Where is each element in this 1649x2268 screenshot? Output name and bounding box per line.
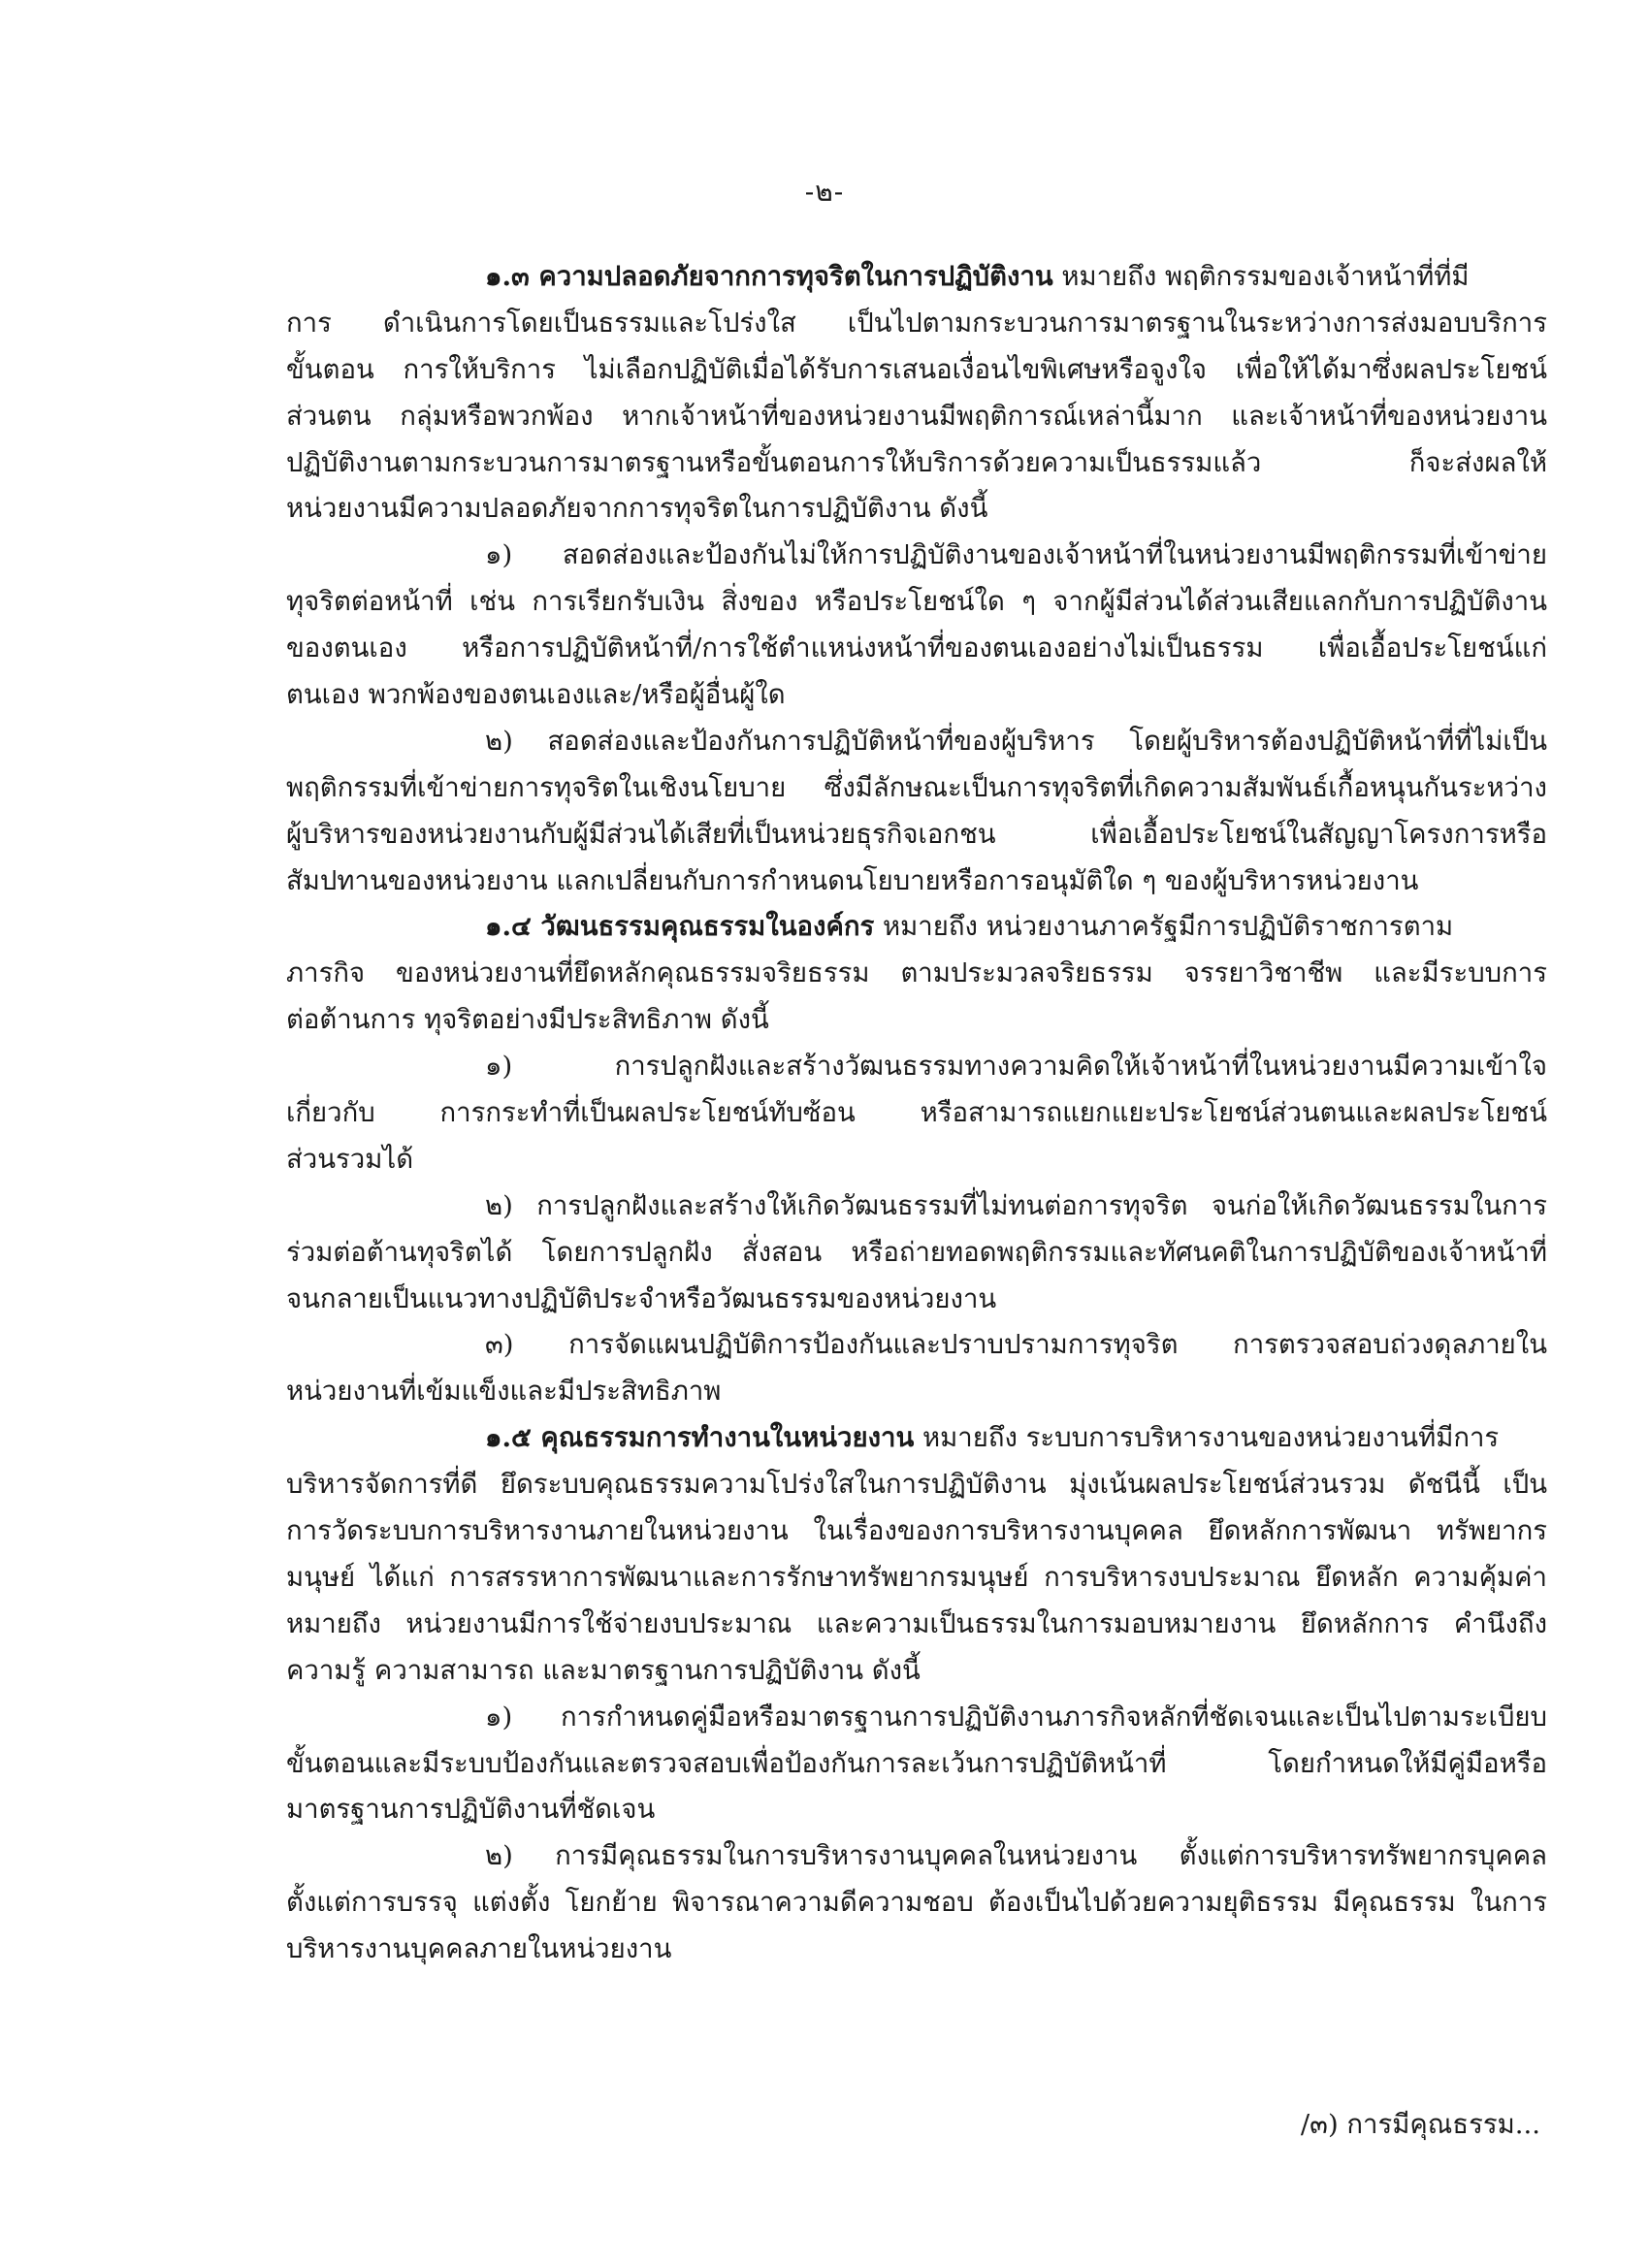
paragraph-line: ความรู้ ความสามารถ และมาตรฐานการปฏิบัติงาน ดังนี้ <box>286 1654 921 1686</box>
list-item-first-line: ๓) การจัดแผนปฏิบัติการป้องกันและปราบปรามการทุจริต การตรวจสอบถ่วงดุลภายใน <box>485 1329 1547 1361</box>
section-heading: ๑.๔ วัฒนธรรมคุณธรรมในองค์กร <box>485 911 875 943</box>
section-heading-line <box>286 904 1547 951</box>
list-item-first-line: ๒) การปลูกฝังและสร้างให้เกิดวัฒนธรรมที่ไม่ทนต่อการทุจริต จนก่อให้เกิดวัฒนธรรมในการ <box>485 1189 1547 1221</box>
list-item-line: ตั้งแต่การบรรจุ แต่งตั้ง โยกย้าย พิจารณาความดีความชอบ ต้องเป็นไปด้วยความยุติธรรม มีคุณธรรม ในการ <box>286 1887 1547 1919</box>
paragraph-line: มนุษย์ ได้แก่ การสรรหาการพัฒนาและการรักษาทรัพยากรมนุษย์ การบริหารงบประมาณ ยึดหลัก ความคุ้มค่า <box>286 1561 1547 1593</box>
paragraph-line: ต่อต้านการ ทุจริตอย่างมีประสิทธิภาพ ดังนี้ <box>286 1004 769 1036</box>
list-item-line: ทุจริตต่อหน้าที่ เช่น การเรียกรับเงิน สิ่งของ หรือประโยชน์ใด ๆ จากผู้มีส่วนได้ส่วนเสียแลกกับการปฏิบัติงาน <box>286 586 1547 618</box>
page-number: -๒- <box>804 176 845 208</box>
paragraph-line: บริหารจัดการที่ดี ยึดระบบคุณธรรมความโปร่งใสในการปฏิบัติงาน มุ่งเน้นผลประโยชน์ส่วนรวม ดัชนีนี้ เป็น <box>286 1469 1547 1501</box>
section-definition: หมายถึง หน่วยงานภาครัฐมีการปฏิบัติราชการตาม <box>874 911 1454 943</box>
paragraph-line: ปฏิบัติงานตามกระบวนการมาตรฐานหรือขั้นตอนการให้บริการด้วยความเป็นธรรมแล้ว ก็จะส่งผลให้ <box>286 446 1547 478</box>
section-definition: หมายถึง พฤติกรรมของเจ้าหน้าที่ที่มี <box>1052 261 1470 292</box>
list-item-line: สัมปทานของหน่วยงาน แลกเปลี่ยนกับการกำหนดนโยบายหรือการอนุมัติใด ๆ ของผู้บริหารหน่วยงาน <box>286 864 1419 896</box>
list-item-line: พฤติกรรมที่เข้าข่ายการทุจริตในเชิงนโยบาย ซึ่งมีลักษณะเป็นการทุจริตที่เกิดความสัมพันธ์เกื้อหนุนกันระหว่าง <box>286 771 1547 803</box>
list-item-line: หน่วยงานที่เข้มแข็งและมีประสิทธิภาพ <box>286 1376 722 1408</box>
list-item-line: ร่วมต่อต้านทุจริตได้ โดยการปลูกฝัง สั่งสอน หรือถ่ายทอดพฤติกรรมและทัศนคติในการปฏิบัติของเจ้าหน้าที่ <box>286 1236 1547 1268</box>
list-item-line: ส่วนรวมได้ <box>286 1143 414 1175</box>
list-item-first-line: ๑) สอดส่องและป้องกันไม่ให้การปฏิบัติงานของเจ้าหน้าที่ในหน่วยงานมีพฤติกรรมที่เข้าข่าย <box>485 539 1547 571</box>
list-item-line: ตนเอง พวกพ้องของตนเองและ/หรือผู้อื่นผู้ใด <box>286 679 786 711</box>
list-item-first-line: ๑) การปลูกฝังและสร้างวัฒนธรรมทางความคิดให้เจ้าหน้าที่ในหน่วยงานมีความเข้าใจ <box>485 1051 1547 1083</box>
paragraph-line: ส่วนตน กลุ่มหรือพวกพ้อง หากเจ้าหน้าที่ของหน่วยงานมีพฤติการณ์เหล่านี้มาก และเจ้าหน้าที่ของหน่วยงาน <box>286 400 1547 432</box>
list-item-first-line: ๒) การมีคุณธรรมในการบริหารงานบุคคลในหน่วยงาน ตั้งแต่การบริหารทรัพยากรบุคคล <box>485 1840 1547 1872</box>
continuation-reference: /๓) การมีคุณธรรม... <box>1300 2109 1540 2140</box>
list-item-line: ของตนเอง หรือการปฏิบัติหน้าที่/การใช้ตำแหน่งหน้าที่ของตนเองอย่างไม่เป็นธรรม เพื่อเอื้อประโยชน์แก่ <box>286 632 1547 664</box>
list-item-line: ผู้บริหารของหน่วยงานกับผู้มีส่วนได้เสียที่เป็นหน่วยธุรกิจเอกชน เพื่อเอื้อประโยชน์ในสัญญาโครงการหรือ <box>286 818 1547 850</box>
paragraph-line: หมายถึง หน่วยงานมีการใช้จ่ายงบประมาณ และความเป็นธรรมในการมอบหมายงาน ยึดหลักการ คำนึงถึง <box>286 1607 1547 1639</box>
paragraph-line: ขั้นตอน การให้บริการ ไม่เลือกปฏิบัติเมื่อได้รับการเสนอเงื่อนไขพิเศษหรือจูงใจ เพื่อให้ได้มาซึ่งผลประโยชน์ <box>286 353 1547 385</box>
section-heading: ๑.๓ ความปลอดภัยจากการทุจริตในการปฏิบัติงาน <box>485 261 1053 292</box>
list-item-line: เกี่ยวกับ การกระทำที่เป็นผลประโยชน์ทับซ้อน หรือสามารถแยกแยะประโยชน์ส่วนตนและผลประโยชน์ <box>286 1097 1547 1129</box>
list-item-line: จนกลายเป็นแนวทางปฏิบัติประจำหรือวัฒนธรรมของหน่วยงาน <box>286 1282 997 1314</box>
document-body <box>286 254 1547 1973</box>
section-heading-line <box>286 1415 1547 1462</box>
section-heading-line <box>286 254 1547 301</box>
list-item-line: ขั้นตอนและมีระบบป้องกันและตรวจสอบเพื่อป้องกันการละเว้นการปฏิบัติหน้าที่ โดยกำหนดให้มีคู่มือหรือ <box>286 1747 1547 1779</box>
paragraph-line: ภารกิจ ของหน่วยงานที่ยึดหลักคุณธรรมจริยธรรม ตามประมวลจริยธรรม จรรยาวิชาชีพ และมีระบบการ <box>286 957 1547 989</box>
list-item-line: มาตรฐานการปฏิบัติงานที่ชัดเจน <box>286 1794 656 1826</box>
paragraph-line: การ ดำเนินการโดยเป็นธรรมและโปร่งใส เป็นไปตามกระบวนการมาตรฐานในระหว่างการส่งมอบบริการ <box>286 307 1547 339</box>
paragraph-line: การวัดระบบการบริหารงานภายในหน่วยงาน ในเรื่องของการบริหารงานบุคคล ยึดหลักการพัฒนา ทรัพยากร <box>286 1515 1547 1547</box>
list-item-first-line: ๒) สอดส่องและป้องกันการปฏิบัติหน้าที่ของผู้บริหาร โดยผู้บริหารต้องปฏิบัติหน้าที่ที่ไม่เป็น <box>485 725 1547 757</box>
section-definition: หมายถึง ระบบการบริหารงานของหน่วยงานที่มีการ <box>914 1422 1500 1454</box>
paragraph-line: หน่วยงานมีความปลอดภัยจากการทุจริตในการปฏิบัติงาน ดังนี้ <box>286 493 988 525</box>
section-heading: ๑.๕ คุณธรรมการทำงานในหน่วยงาน <box>485 1422 915 1454</box>
list-item-first-line: ๑) การกำหนดคู่มือหรือมาตรฐานการปฏิบัติงานภารกิจหลักที่ชัดเจนและเป็นไปตามระเบียบ <box>485 1701 1547 1733</box>
list-item-line: บริหารงานบุคคลภายในหน่วยงาน <box>286 1933 672 1965</box>
